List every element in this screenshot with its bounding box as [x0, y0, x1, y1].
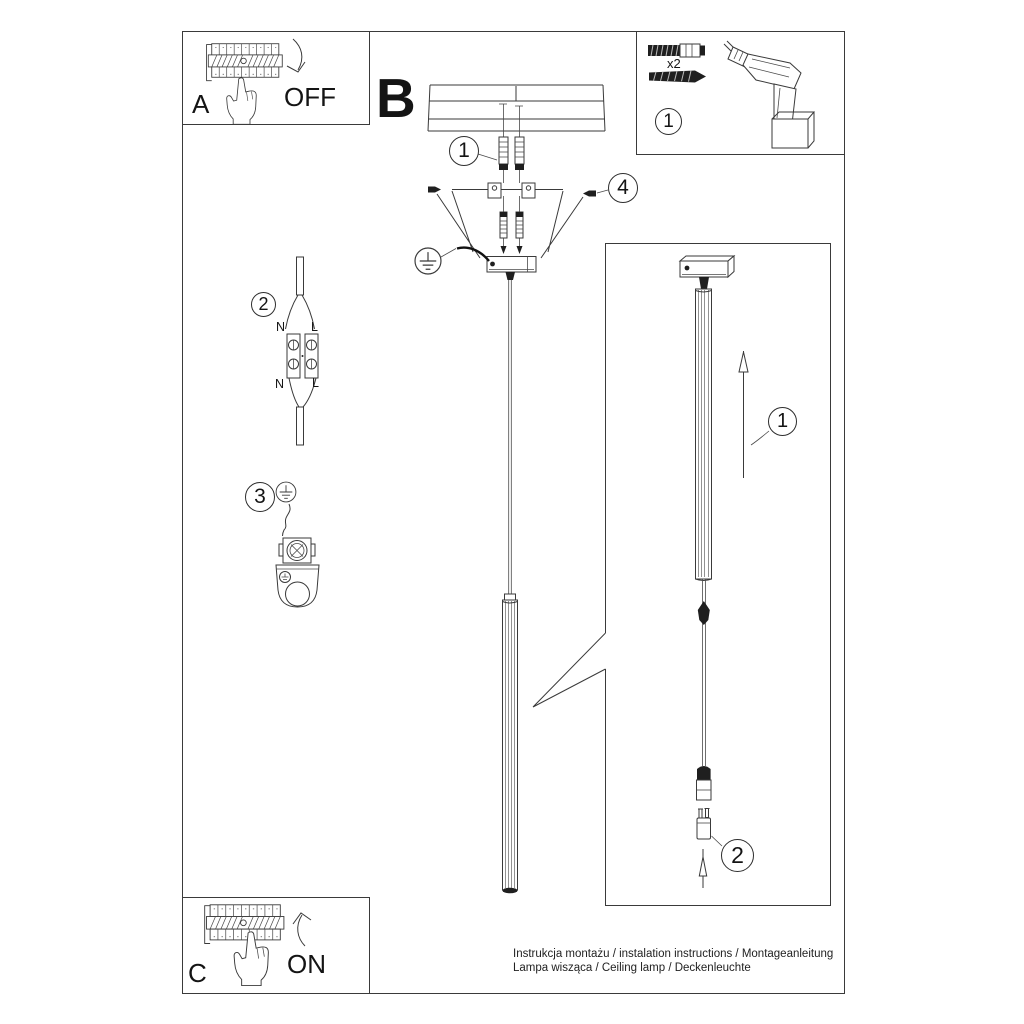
- mounting-bracket-icon: [452, 183, 563, 198]
- step-marker-anchor: 1: [449, 136, 479, 166]
- anchor-icon: [499, 137, 524, 170]
- side-screw-right-icon: [583, 191, 596, 197]
- detail-leader-lines: [712, 431, 770, 846]
- step-marker-wiring: 2: [251, 292, 276, 317]
- down-arrowheads: [501, 246, 523, 254]
- push-up-arrow-icon: [739, 351, 748, 478]
- footer-line-1: Instrukcja montażu / instalation instructions / Montageanleitung: [513, 948, 834, 960]
- bulb-icon: [697, 809, 711, 840]
- footer-text: [513, 948, 833, 975]
- step-marker-tools: 1: [655, 108, 682, 135]
- terminal-label-l-bottom: L: [312, 376, 319, 390]
- power-off-label: OFF: [284, 82, 336, 112]
- footer-line-2: Lampa wisząca / Ceiling lamp / Deckenleuchte: [513, 961, 751, 974]
- mounting-screw-icon: [500, 212, 523, 238]
- insert-bulb-arrow-icon: [699, 849, 706, 888]
- screw-icon: [649, 71, 706, 83]
- step-marker-screws: 4: [608, 173, 638, 203]
- socket-icon: [697, 766, 712, 800]
- terminal-label-n-top: N: [276, 320, 286, 334]
- cord-grip-icon: [698, 601, 710, 625]
- power-on-label: ON: [287, 949, 326, 979]
- power-cable-icon: [509, 280, 512, 597]
- lamp-tube-icon: [503, 594, 518, 893]
- section-a-label: A: [192, 89, 210, 119]
- terminal-block-icon: [286, 257, 319, 445]
- detail-view-box: [606, 244, 831, 906]
- detail-callout-lines: [533, 633, 606, 707]
- section-c-label: C: [188, 958, 207, 988]
- step-marker-detail-rod: 1: [768, 407, 797, 436]
- step-marker-detail-bulb: 2: [721, 839, 754, 872]
- step-marker-grounding: 3: [245, 482, 275, 512]
- detail-canopy-icon: [680, 256, 734, 289]
- hand-icon: [227, 78, 257, 124]
- side-screw-left-icon: [428, 187, 441, 193]
- canopy-icon: [487, 257, 536, 281]
- tools-quantity-label: x2: [667, 56, 681, 71]
- curved-arrow-down-icon: [287, 62, 305, 72]
- ground-terminal-icon: [276, 482, 319, 607]
- ground-symbol-icon: [415, 248, 441, 274]
- terminal-label-n-bottom: N: [275, 377, 285, 391]
- ground-leader-line: [441, 249, 456, 258]
- drill-icon: [724, 41, 814, 148]
- section-b-label: B: [376, 67, 416, 129]
- ground-wire-icon: [457, 248, 489, 261]
- terminal-label-l-top: L: [311, 320, 318, 334]
- ceiling-screws-icon: [499, 104, 523, 137]
- detail-tube-icon: [696, 289, 712, 581]
- ceiling-icon: [428, 85, 605, 131]
- curved-arrow-up-icon: [293, 913, 311, 924]
